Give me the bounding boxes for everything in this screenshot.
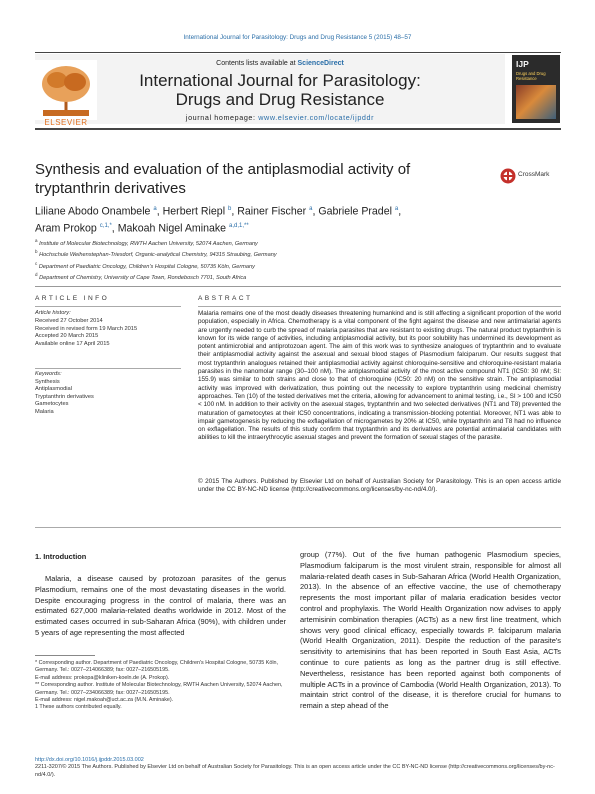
doi-link[interactable]: http://dx.doi.org/10.1016/j.ijpddr.2015.03.002 [35,757,144,763]
abstract-heading: ABSTRACT [198,295,253,302]
affiliation-marker: a [35,238,38,243]
author-affiliation-sup[interactable]: c,1,* [99,222,112,229]
crossmark-icon [500,168,516,184]
homepage-link[interactable]: www.elsevier.com/locate/ijpddr [258,113,375,122]
license-text: 2211-3207/© 2015 The Authors. Published by Elsevier Ltd on behalf of Australian Society for Parasitology. This is an open access article under the CC BY-NC-ND license (http://creativecommons.org/licenses/by-nc-nd/4.0/). [35,764,555,778]
crossmark-label: CrossMark [518,171,550,178]
journal-title [110,72,450,109]
header-rule [35,52,561,53]
footnote: 1 These authors contributed equally. [35,704,122,711]
author-affiliation-sup[interactable]: a,d,1,** [229,222,249,229]
article-history [35,310,185,349]
keyword-item: Tryptanthrin derivatives [35,393,94,400]
author-name[interactable]: Herbert Riepl [162,205,226,218]
cover-title: IJP [516,59,529,69]
contents-prefix: Contents lists available at [216,60,296,67]
author-affiliation-sup[interactable]: a [153,206,157,212]
publisher-logo-text: ELSEVIER [44,118,88,127]
journal-title-line1: International Journal for Parasitology: [139,71,421,90]
history-item: Available online 17 April 2015 [35,341,110,348]
journal-cover-thumbnail [512,55,560,123]
affiliations [35,237,555,283]
author-affiliation-sup[interactable]: a [309,206,313,212]
affiliation-text: Department of Chemistry, University of Cape Town, Rondebosch 7701, South Africa [39,275,247,282]
crossmark-button[interactable] [500,168,560,184]
affiliation-marker: d [35,272,38,278]
author-name[interactable]: Liliane Abodo Onambele [35,205,151,218]
author-name[interactable]: Gabriele Pradel [318,205,392,218]
affiliation-text: Institute of Molecular Biotechnology, RWTH Aachen University, 52074 Aachen, Germany [39,240,258,247]
affiliation-item [35,248,555,259]
author-list [35,202,555,235]
affiliation-marker: c [35,260,38,266]
keyword-item: Malaria [35,408,54,415]
footnote: * Corresponding author. Department of Paediatric Oncology, Children's Hospital Cologne, 50735 Köln, Germany. Tel.: 0027–214066389; fax: 0027–216505195. [35,660,279,674]
body-left-column: Malaria, a disease caused by protozoan parasites of the genus Plasmodium, remains one of the most devastating diseases in the world. Despite encouraging progress in the control of malaria, there was an estimated 627,000 malaria-related deaths worldwide in 2012. Most of the estimated cases occurred in sub-Saharan Africa (90%), with children under 5 years of age representing the most affected [35,574,286,637]
footnote-email[interactable]: E-mail address: prokopa@kliniken-koeln.de (A. Prokop). [35,674,170,681]
contents-line [110,60,450,67]
abstract-text [198,310,561,443]
history-item: Accepted 20 March 2015 [35,333,99,340]
footnote: ** Corresponding author. Institute of Molecular Biotechnology, RWTH Aachen University, 52074 Aachen, Germany. Tel.: 0027–234066389; fax: 0027–216505195. [35,682,283,696]
cover-image [516,85,556,119]
footnotes [35,660,286,712]
keyword-item: Gametocytes [35,401,69,408]
affiliation-item [35,271,555,282]
paper-title-line2: tryptanthrin derivatives [35,180,186,197]
copyright-notice: © 2015 The Authors. Published by Elsevier Ltd on behalf of Australian Society for Parasitology. This is an open access article under the CC BY-NC-ND license (http://creativecommons.org/licenses/by-nc-nd/4.0/). [198,478,561,494]
body-right-column: group (77%). Out of the five human pathogenic Plasmodium species, Plasmodium falciparum is the most virulent strain, responsible for almost all malaria-related death cases in Sub-Saharan Africa (World Health Organization, 2013). In the absence of an effective vaccine, the use of chemotherapy represents the most important pillar of malaria eradication besides vector control and prophylaxis. The World Health Organization now advises to apply artemisinin combination therapies (ACTs) as a new first line treatment, which shows very good clinical efficacy, especially towards P. falciparum malaria (World Health Organization, 2011). Despite the reduction of the parasite's sensitivity to artemisinins that has been reported in South East Asia, ACTs continue to cure patients as long as the partner drug is still effective. Nevertheless, resistance has been reported against both components of multiple ACTs in a province of Cambodia (World Health Organization, 2013). To maintain strict control of the disease, it is therefore crucial for humans to remain a step ahead of the [300,550,561,711]
author-name[interactable]: Aram Prokop [35,222,97,235]
history-item: Received in revised form 19 March 2015 [35,325,138,332]
keywords [35,371,185,417]
keyword-item: Antiplasmodial [35,386,72,393]
author-affiliation-sup[interactable]: a [394,206,399,212]
abstract-paragraph: Malaria remains one of the most deadly diseases threatening humankind and is still affecting a significant proportion of the world population, especially in Africa. Chemotherapy is a vital component of the fight against the disease and new antimalarial agents are urgently needed to curb the spread of malaria parasites that are resistant to existing drugs. The natural product tryptanthrin is known for its wide range of activities, including antiplasmodial activity, but its poor solubility has undermined its development as potent antimicrobial and antiprotozoan agent. The aim of this work was to synthesize analogues of tryptanthrin and to evaluate their antiplasmodial activity against the asexual and sexual blood stages of Plasmodium falciparum. Our results suggest that most tryptanthrin analogues retained their antiplasmodial activity against chloroquine-sensitive and chloroquine-resistant malaria parasites in the nanomolar range (30–100 nM). The antiplasmodial activity of the most active compound NT1 (IC50: 30 nM; SI: 155.9) was similar to both strains and close to that of chloroquine (IC50: 20 nM) on the sensitive strain. The antiplasmodial activity was improved with derivatization, thus pointing out the necessity to explore tryptanthrin using medicinal chemistry approaches. Ten (10) of the tested derivatives met the criteria, allowing for advancement to animal testing, i.e., SI > 100 and IC50 < 100 nM. In addition to their activity on the asexual stages, tryptanthrin and two selected derivatives (NT1 and T8) prevented the maturation of gametocytes at their IC50 concentrations, indicating a transmission-blocking potential. Moreover, NT1 was able to impair gametogenesis by reducing the exflagellation of microgametes by 20% at IC50, while tryptanthrin and T8 had no influence on exflagellation. The results of this study confirm that tryptanthrin and its derivatives are potential antimalarial candidates with abilities to kill the intraerythrocytic asexual stages and prevent the formation of sexual stages of the parasite. [198,310,561,442]
paper-title [35,160,455,198]
history-item: Received 27 October 2014 [35,317,103,324]
cover-subtitle: Drugs and Drug Resistance [516,71,546,81]
elsevier-tree-logo [35,56,97,124]
affiliation-item [35,260,555,271]
journal-citation-link[interactable]: International Journal for Parasitology: Drugs and Drug Resistance 5 (2015) 48–57 [183,34,412,41]
author-name[interactable]: Rainer Fischer [237,205,307,218]
sciencedirect-link[interactable]: ScienceDirect [297,60,344,67]
section-divider [35,286,561,287]
journal-homepage [110,113,450,122]
footnote-email[interactable]: E-mail address: nigel.makoah@uct.ac.za (M.N. Aminake). [35,697,174,704]
abstract-end-rule [35,527,561,528]
author-line-2: Aram Prokop $^{c,1,*}$, Makoah Nigel Aminake $^{a,d,1,**}$ [35,222,249,235]
article-info-rule [35,306,181,307]
homepage-prefix: journal homepage: [185,113,256,122]
keywords-heading: Keywords: [35,371,62,377]
keywords-rule [35,368,181,369]
author-name[interactable]: Makoah Nigel Aminake [117,222,227,235]
history-heading: Article history: [35,310,71,316]
affiliation-item [35,237,555,248]
keyword-item: Synthesis [35,378,60,385]
author-line-1: Liliane Abodo Onambele $^a$, Herbert Riepl $^b$, Rainer Fischer $^a$, Gabriele Pradel $^a$, [35,205,402,218]
header-bottom-rule [35,128,561,130]
affiliation-text: Hochschule Weihenstephan-Triesdorf, Organic-analytical Chemistry, 94315 Straubing, Germany [39,252,277,259]
abstract-rule [198,306,561,307]
article-info-heading: ARTICLE INFO [35,295,110,302]
bottom-info [35,757,565,779]
section-heading-introduction: 1. Introduction [35,552,87,561]
affiliation-marker: b [35,249,38,255]
footnote-rule [35,655,95,656]
journal-title-line2: Drugs and Drug Resistance [175,89,385,109]
paper-title-line1: Synthesis and evaluation of the antiplasmodial activity of [35,161,411,178]
affiliation-text: Department of Paediatric Oncology, Children's Hospital Cologne, 50735 Köln, Germany [38,263,255,270]
author-affiliation-sup[interactable]: b [228,206,232,212]
